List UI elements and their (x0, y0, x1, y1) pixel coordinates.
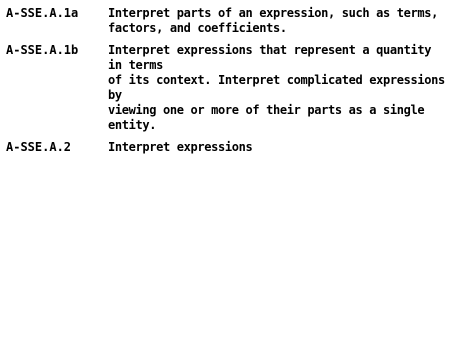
standard-code: A-SSE.A.1b (6, 43, 79, 57)
standard-description: Interpret expressions (108, 140, 253, 154)
standard-item (6, 6, 446, 36)
standard-item (6, 140, 446, 155)
standard-description: Interpret parts of an expression, such as terms, factors, and coefficients. (108, 6, 438, 35)
standards-list (6, 6, 446, 162)
standard-item (6, 43, 446, 133)
standard-description: Interpret expressions that represent a quantity in terms of its context. Interpret complicated expressions by viewing one or more of their parts as a single entity. (108, 43, 445, 132)
standard-code: A-SSE.A.2 (6, 140, 72, 154)
standard-code: A-SSE.A.1a (6, 6, 79, 20)
